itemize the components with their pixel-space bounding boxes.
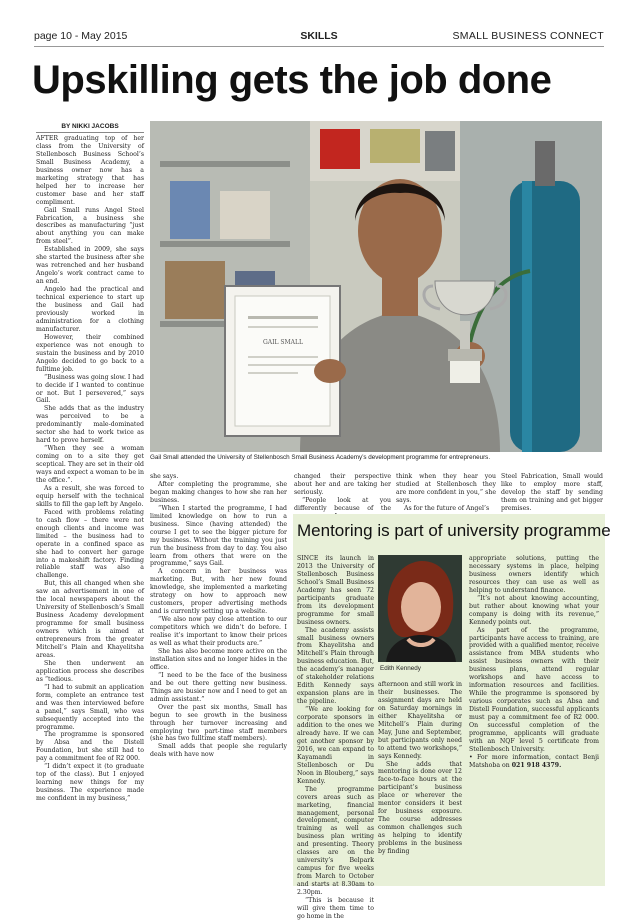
paragraph: appropriate solutions, putting the necessary systems in place, helping business owners identify which resources they can use as well as helping to understand finance. bbox=[469, 555, 599, 594]
page-header bbox=[34, 30, 604, 46]
paragraph: Over the past six months, Small has begun to see growth in the business through her turnover increasing and employing two part-time staff members (she has two fulltime staff members). bbox=[150, 703, 287, 743]
paragraph: AFTER graduating top of her class from the University of Stellenbosch Business School’s Small Business Academy, a business owner now has a marketing strategy that has helped her to increase her customer base and her staff compliment. bbox=[36, 135, 144, 206]
article-column-1 bbox=[36, 135, 144, 803]
paragraph: “When they see a woman coming on to a site they get sceptical. They are set in their old ways and expect a woman to be in the office.”. bbox=[36, 445, 144, 484]
paragraph: “I had to submit an application form, complete an entrance test and was then interviewed before a panel,” says Small, who was subsequently accepted into the programme. bbox=[36, 683, 144, 731]
paragraph: Small adds that people she regularly deals with have now bbox=[150, 743, 287, 759]
paragraph: However, their combined experience was not enough to sustain the business and by 2010 Angelo decided to go back to a fulltime job. bbox=[36, 333, 144, 373]
certificate-name: GAIL SMALL bbox=[263, 339, 303, 346]
paragraph: “I need to be the face of the business and be out there getting new business. Things are busier now and I need to get an admin assistant.” bbox=[150, 671, 287, 703]
contact-phone: 021 918 4379. bbox=[511, 761, 562, 769]
paragraph: She then underwent an application process she describes as “tedious. bbox=[36, 659, 144, 683]
article-column-4 bbox=[396, 473, 496, 513]
paragraph: Gail Small runs Angel Steel Fabrication, a business she describes as manufacturing “just about anything you can make from steel”. bbox=[36, 206, 144, 246]
paragraph: “People look at you differently because of the bbox=[294, 496, 391, 512]
paragraph: “It’s not about knowing accounting, but rather about knowing what your company is doing with its revenue,” Kennedy points out. bbox=[469, 594, 599, 626]
paragraph: She adds that as the industry was perceived to be a predominantly male-dominated sector she had to work twice as hard to prove herself. bbox=[36, 405, 144, 445]
paragraph: SINCE its launch in 2013 the University of Stellenbosch Business School’s Small Business Academy has seen 72 participants graduate from its development programme for small business owners. bbox=[297, 555, 374, 626]
paragraph: As part of the programme, participants have access to training, are provided with a qualified mentor, receive assistance from MBA students who assist business owners with their business plans, attend regular workshops and have access to information resources and facilities. While the programme is sponsored by various corporates such as Absa and Distell Foundation, successful applicants must pay a commitment fee of R2 000. On successful completion of the programme, applicants will graduate with an NQF level 5 certificate from Stellenbosch University. bbox=[469, 626, 599, 753]
paragraph: “This is because it will give them time to go home in the bbox=[297, 896, 374, 920]
portrait-caption: Edith Kennedy bbox=[380, 665, 421, 672]
paragraph: Established in 2009, she says she started the business after she was retrenched and her husband Angelo’s work contract came to an end. bbox=[36, 246, 144, 286]
paragraph: The academy assists small business owners from Khayelitsha and Mitchell’s Plain through business education. But, the academy’s manager of stakeholder relations Edith Kennedy says expansion plans are in the pipeline. bbox=[297, 626, 374, 706]
paragraph: Steel Fabrication, Small would like to employ more staff, develop the staff by sending them on training and get bigger premises. bbox=[501, 473, 603, 512]
paragraph: changed their perspective about her and are taking her seriously. bbox=[294, 473, 391, 496]
paragraph: A concern in her business was marketing. But, with her new found knowledge, she implemented a marketing strategy on how to approach new customers, proper advertising methods and is currently setting up a website. bbox=[150, 568, 287, 616]
paragraph: The programme is sponsored by Absa and the Distell Foundation, but she still had to pay a commitment fee of R2 000. bbox=[36, 731, 144, 763]
contact-prefix: • For more information, contact Benji Matshoba on bbox=[469, 753, 599, 769]
paragraph: “When I started the programme, I had limited knowledge on how to run a business. Since (having attended) the course I get to see the bigger picture for my business. Without the training you just run the business from day to day. You also learn from others that were on the programme,” says Gail. bbox=[150, 504, 287, 568]
paragraph: As a result, she was forced to equip herself with the technical skills to fill the gap left by Angelo. bbox=[36, 484, 144, 508]
article-column-2 bbox=[150, 473, 287, 759]
edith-kennedy-portrait bbox=[378, 555, 462, 662]
paragraph: After completing the programme, she began making changes to how she ran her business. bbox=[150, 480, 287, 504]
paragraph: “We are looking for corporate sponsors in addition to the ones we already have. If we can get another sponsor by 2016, we can expand to Kayamandi in Stellenbosch or Du Noon in Blouberg,” says Kennedy. bbox=[297, 706, 374, 785]
sidebar-title: Mentoring is part of university programme bbox=[297, 521, 611, 540]
section-label: SKILLS bbox=[300, 30, 338, 42]
article-headline: Upskilling gets the job done bbox=[32, 58, 552, 102]
article-column-5 bbox=[501, 473, 603, 513]
sidebar-column-1 bbox=[297, 555, 374, 921]
paragraph: afternoon and still work in their businesses. The assignment days are held on Saturday mornings in either Khayelitsha or Mitchell’s Plain during May, June and September, but participants only need to attend two workshops,” says Kennedy. bbox=[378, 681, 462, 760]
paragraph: As for the future of Angel’s bbox=[404, 504, 490, 512]
photo-illustration bbox=[150, 121, 602, 452]
paragraph: Faced with problems relating to cash flow – there were not enough clients and income was limited – the business had to operate in a confined space as she had to convert her garage into a makeshift factory. Finding reliable staff was also a challenge. bbox=[36, 508, 144, 580]
contact-note bbox=[469, 754, 599, 770]
header-divider bbox=[34, 46, 604, 47]
paragraph: Angelo had the practical and technical experience to start up the business and Gail had previously worked in administration for a clothing manufacturer. bbox=[36, 286, 144, 333]
portrait-illustration bbox=[378, 555, 462, 662]
paragraph: She adds that mentoring is done over 12 face-to-face hours at the participant’s business place or wherever the mentor considers it best for business exposure. The course addresses common challenges such as helping to identify problems in the business by finding bbox=[378, 760, 462, 856]
paragraph: But, this all changed when she saw an advertisement in one of the local newspapers about the University of Stellenbosch’s Small Business Academy development programme for small business owners which is aimed at entrepreneurs from the greater Mitchell’s Plain and Khayelitsha areas. bbox=[36, 580, 144, 659]
paragraph: think when they hear you studied at Stellenbosch they are more confident in you,” she says. bbox=[396, 473, 496, 504]
byline: BY NIKKI JACOBS bbox=[36, 121, 144, 133]
paragraph: she says. bbox=[150, 473, 179, 480]
photo-caption: Gail Small attended the University of Stellenbosch Small Business Academy’s development programme for entrepreneurs. bbox=[150, 454, 491, 461]
article-photo bbox=[150, 121, 602, 452]
paragraph: “We also now pay close attention to our competitors which we didn’t do before. I realise it’s important to know their prices as well as what their products are.” bbox=[150, 616, 287, 648]
paragraph: “I didn’t expect it (to graduate top of the class). But I enjoyed learning new things for my business. The experience made me confident in my business,” bbox=[36, 763, 144, 803]
paragraph: “Business was going slow. I had to decide if I wanted to continue or not. But I persevered,” says Gail. bbox=[36, 373, 144, 405]
page-number: page 10 - May 2015 bbox=[34, 30, 128, 42]
paragraph: The programme covers areas such as marketing, financial management, personal development, computer training as well as business plan writing and presenting. Theory classes are on the university’s Belpark campus for five weeks from March to October and starts at 8.30am to 2.30pm. bbox=[297, 785, 374, 897]
sidebar-column-2 bbox=[378, 681, 462, 856]
sidebar-column-3 bbox=[469, 555, 599, 770]
publication-name: SMALL BUSINESS CONNECT bbox=[452, 30, 604, 42]
paragraph: She has also become more active on the installation sites and no longer hides in the office. bbox=[150, 647, 287, 671]
